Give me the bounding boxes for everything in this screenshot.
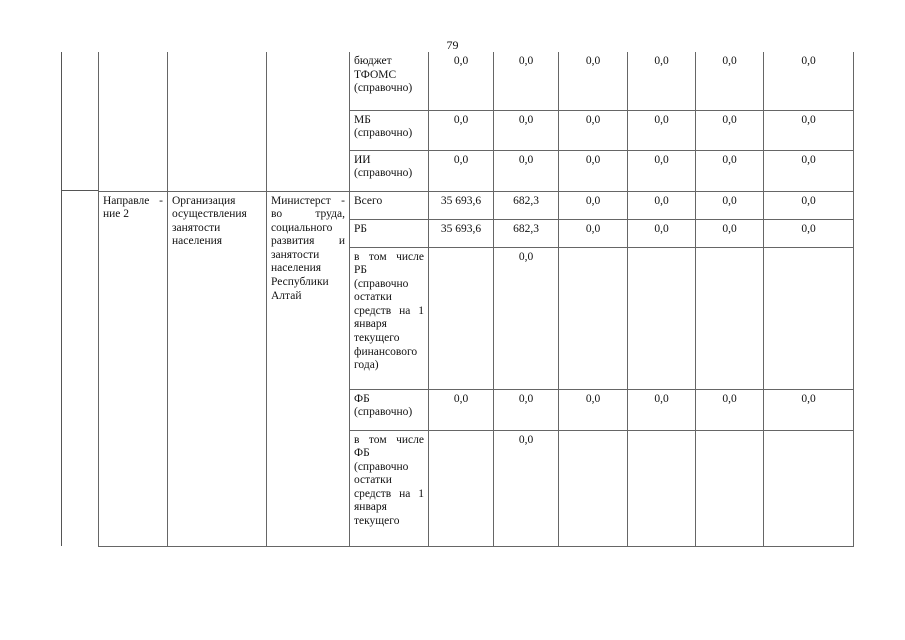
source-cell: Всего	[350, 191, 429, 219]
value-cell: 0,0	[628, 150, 696, 191]
value-cell: 0,0	[696, 150, 764, 191]
value-cell	[559, 430, 628, 546]
value-cell: 0,0	[559, 389, 628, 430]
executor-cell-empty	[267, 52, 350, 191]
value-cell	[764, 430, 854, 546]
value-cell: 0,0	[628, 110, 696, 150]
value-cell: 0,0	[696, 110, 764, 150]
value-cell: 0,0	[628, 52, 696, 110]
left-margin-rule	[61, 52, 62, 546]
value-cell: 0,0	[696, 191, 764, 219]
value-cell: 0,0	[429, 52, 494, 110]
value-cell	[628, 247, 696, 389]
value-cell: 35 693,6	[429, 191, 494, 219]
section-divider	[61, 190, 99, 191]
source-cell: в том числе ФБ (справочно остатки средств на 1 января текущего	[350, 430, 429, 546]
source-cell: РБ	[350, 219, 429, 247]
source-cell: ФБ (справочно)	[350, 389, 429, 430]
value-cell: 0,0	[559, 150, 628, 191]
value-cell: 0,0	[494, 150, 559, 191]
value-cell: 35 693,6	[429, 219, 494, 247]
value-cell	[696, 430, 764, 546]
name-cell-empty	[168, 52, 267, 191]
value-cell	[764, 247, 854, 389]
value-cell: 0,0	[494, 430, 559, 546]
source-cell: бюджет ТФОМС (справочно)	[350, 52, 429, 110]
value-cell: 0,0	[494, 52, 559, 110]
value-cell	[628, 430, 696, 546]
activity-name-cell: Организация осуществления занятости населения	[168, 191, 267, 546]
source-cell: в том числе РБ (справочно остатки средств на 1 января текущего финансового года)	[350, 247, 429, 389]
value-cell	[429, 247, 494, 389]
value-cell: 0,0	[628, 191, 696, 219]
value-cell	[429, 430, 494, 546]
table-row	[99, 52, 854, 110]
value-cell: 0,0	[494, 247, 559, 389]
value-cell: 0,0	[764, 52, 854, 110]
value-cell: 682,3	[494, 191, 559, 219]
value-cell: 682,3	[494, 219, 559, 247]
value-cell: 0,0	[429, 150, 494, 191]
value-cell: 0,0	[764, 110, 854, 150]
value-cell: 0,0	[559, 110, 628, 150]
value-cell: 0,0	[696, 389, 764, 430]
page-number: 79	[446, 38, 459, 52]
budget-table	[98, 52, 854, 547]
value-cell: 0,0	[628, 219, 696, 247]
direction-cell: Направле - ние 2	[99, 191, 168, 546]
source-cell: ИИ (справочно)	[350, 150, 429, 191]
value-cell: 0,0	[559, 191, 628, 219]
value-cell: 0,0	[628, 389, 696, 430]
value-cell	[559, 247, 628, 389]
value-cell: 0,0	[696, 219, 764, 247]
value-cell: 0,0	[494, 110, 559, 150]
source-cell: МБ (справочно)	[350, 110, 429, 150]
value-cell: 0,0	[764, 389, 854, 430]
value-cell: 0,0	[494, 389, 559, 430]
value-cell: 0,0	[696, 52, 764, 110]
value-cell: 0,0	[764, 150, 854, 191]
direction-cell-empty	[99, 52, 168, 191]
value-cell: 0,0	[764, 191, 854, 219]
value-cell: 0,0	[764, 219, 854, 247]
value-cell: 0,0	[559, 219, 628, 247]
executor-cell: Министерст - во труда, социального развития и занятости населения Республики Алтай	[267, 191, 350, 546]
value-cell: 0,0	[559, 52, 628, 110]
value-cell	[696, 247, 764, 389]
table-row	[99, 191, 854, 219]
value-cell: 0,0	[429, 389, 494, 430]
value-cell: 0,0	[429, 110, 494, 150]
